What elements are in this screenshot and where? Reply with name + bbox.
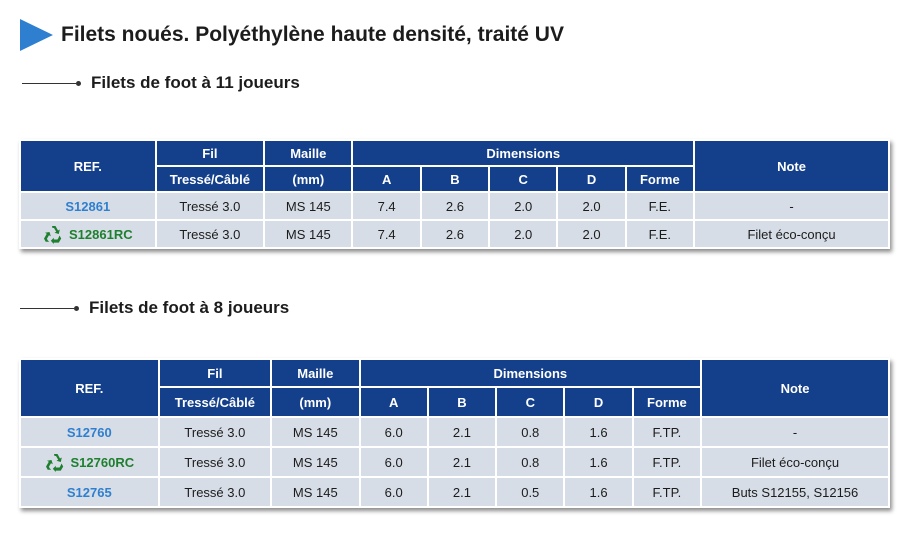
dim-d-cell: 1.6 [565,478,631,506]
header-fil: Fil [157,141,263,165]
ref-cell [21,418,158,446]
dim-a-cell: 6.0 [361,448,427,476]
maille-cell: MS 145 [272,418,358,446]
heading-bullet [74,306,79,311]
dim-b-cell: 2.1 [429,418,495,446]
section-title: Filets de foot à 11 joueurs [91,73,300,92]
note-cell: Filet éco-conçu [695,221,888,247]
header-maille-unit: (mm) [272,388,358,416]
header-dim-d: D [558,167,624,191]
header-dim-b: B [422,167,488,191]
recycle-icon [43,224,63,244]
header-dim-c: C [490,167,556,191]
recycle-icon [45,452,65,472]
product-ref[interactable]: S12861 [65,198,111,214]
dim-a-cell: 6.0 [361,478,427,506]
header-dim-a: A [361,388,427,416]
header-dimensions: Dimensions [353,141,693,165]
section-title: Filets de foot à 8 joueurs [89,298,290,317]
section-heading-8 [20,297,289,319]
dim-b-cell: 2.6 [422,221,488,247]
section-heading-11 [22,72,300,94]
product-ref[interactable]: S12760 [66,424,112,440]
dim-d-cell: 1.6 [565,448,631,476]
fil-cell: Tressé 3.0 [160,418,271,446]
maille-cell: MS 145 [272,448,358,476]
heading-line [22,83,76,84]
table-row [21,448,888,476]
dim-a-cell: 7.4 [353,193,419,219]
spec-table-11-players [19,139,890,249]
ref-cell [21,193,155,219]
note-cell: - [702,418,888,446]
fil-cell: Tressé 3.0 [160,448,271,476]
dim-c-cell: 2.0 [490,221,556,247]
header-fil: Fil [160,360,271,386]
table-row [21,478,888,506]
table-row [21,193,888,219]
play-arrow-icon [20,19,53,51]
header-dim-a: A [353,167,419,191]
dim-b-cell: 2.1 [429,448,495,476]
heading-line [20,308,74,309]
header-maille-unit: (mm) [265,167,351,191]
dim-a-cell: 6.0 [361,418,427,446]
header-dim-c: C [497,388,563,416]
table-row [21,221,888,247]
forme-cell: F.TP. [634,418,700,446]
dim-d-cell: 2.0 [558,193,624,219]
ref-cell [21,448,158,476]
page-title-text: Filets noués. Polyéthylène haute densité, traité UV [61,23,564,46]
ref-cell [21,221,155,247]
forme-cell: F.TP. [634,478,700,506]
header-dim-b: B [429,388,495,416]
page-title [20,18,564,52]
header-note: Note [695,141,888,191]
note-cell: Filet éco-conçu [702,448,888,476]
maille-cell: MS 145 [265,221,351,247]
maille-cell: MS 145 [272,478,358,506]
header-forme: Forme [634,388,700,416]
maille-cell: MS 145 [265,193,351,219]
header-fil-type: Tressé/Câblé [157,167,263,191]
header-dim-d: D [565,388,631,416]
fil-cell: Tressé 3.0 [157,193,263,219]
dim-a-cell: 7.4 [353,221,419,247]
forme-cell: F.E. [627,193,693,219]
ref-cell [21,478,158,506]
header-maille: Maille [265,141,351,165]
spec-table-8-players [19,358,890,508]
header-forme: Forme [627,167,693,191]
dim-c-cell: 0.8 [497,418,563,446]
header-note: Note [702,360,888,416]
dim-c-cell: 0.5 [497,478,563,506]
table-row [21,418,888,446]
forme-cell: F.TP. [634,448,700,476]
header-fil-type: Tressé/Câblé [160,388,271,416]
product-ref[interactable]: S12861RC [69,226,133,242]
note-cell: Buts S12155, S12156 [702,478,888,506]
fil-cell: Tressé 3.0 [160,478,271,506]
product-ref[interactable]: S12765 [66,484,112,500]
heading-bullet [76,81,81,86]
dim-d-cell: 2.0 [558,221,624,247]
dim-d-cell: 1.6 [565,418,631,446]
header-ref: REF. [21,141,155,191]
note-cell: - [695,193,888,219]
header-ref: REF. [21,360,158,416]
dim-c-cell: 2.0 [490,193,556,219]
header-dimensions: Dimensions [361,360,701,386]
header-maille: Maille [272,360,358,386]
dim-b-cell: 2.1 [429,478,495,506]
fil-cell: Tressé 3.0 [157,221,263,247]
dim-c-cell: 0.8 [497,448,563,476]
dim-b-cell: 2.6 [422,193,488,219]
forme-cell: F.E. [627,221,693,247]
product-ref[interactable]: S12760RC [70,454,135,470]
